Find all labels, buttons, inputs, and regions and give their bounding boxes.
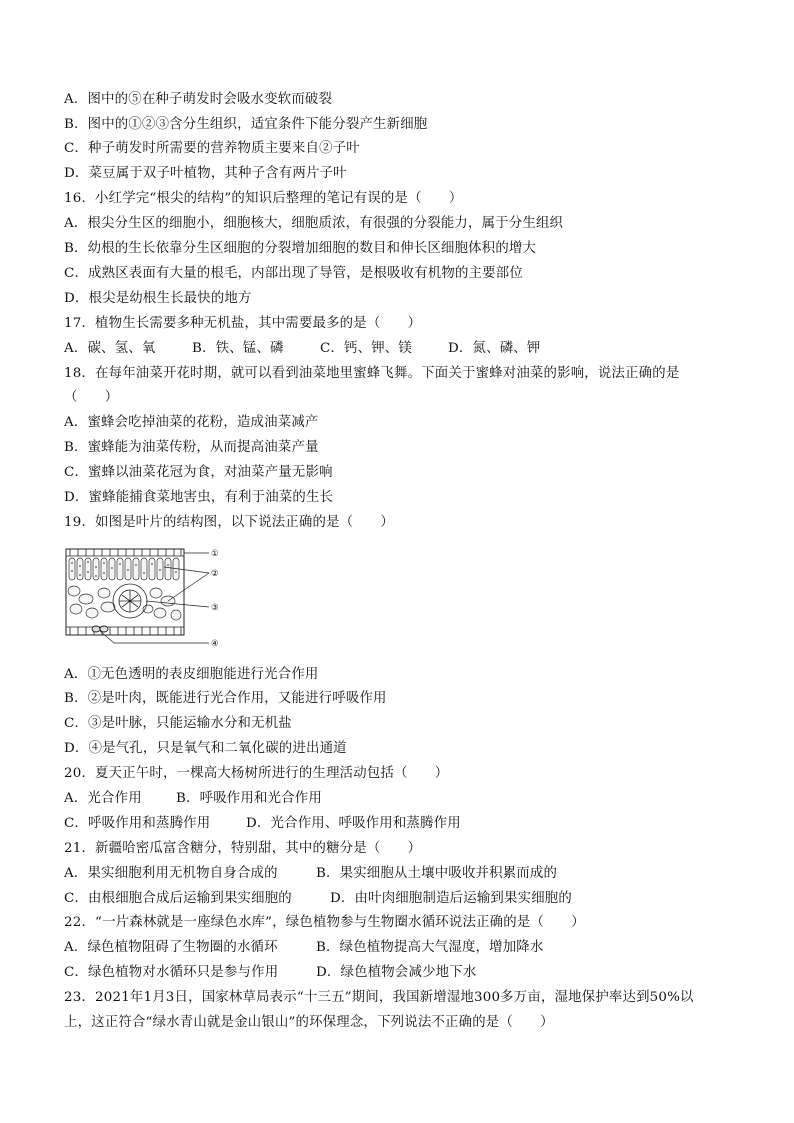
vein-bundle: [113, 584, 147, 618]
lower-epidermis: [66, 627, 184, 635]
q23-stem-line2: 上，这正符合“绿水青山就是金山银山”的环保理念，下列说法不正确的是（ ）: [64, 1015, 554, 1030]
q17-option-d: D．氮、磷、钾: [448, 341, 541, 356]
q20-option-a: A．光合作用: [64, 791, 142, 806]
q21-options-row-2: [64, 890, 604, 908]
q19-option-c: C．③是叶脉，只能运输水分和无机盐: [64, 716, 292, 731]
q21-options-row-1: [64, 865, 604, 883]
q19-stem: 19．如图是叶片的结构图，以下说法正确的是（ ）: [64, 515, 395, 530]
label-4: ④: [211, 639, 219, 649]
q15-option-c: C．种子萌发时所需要的营养物质主要来自②子叶: [64, 141, 360, 156]
leaf-cross-section-figure: [64, 543, 234, 653]
q22-option-a: A．绿色植物阻碍了生物圈的水循环: [64, 940, 278, 955]
q22-option-b: B．绿色植物提高大气湿度，增加降水: [316, 940, 544, 955]
q21-option-c: C．由根细胞合成后运输到果实细胞的: [64, 891, 292, 906]
q23-stem-line1: 23．2021年1月3日，国家林草局表示“十三五”期间，我国新增湿地300多万亩，湿地保护率达到50%以: [64, 990, 694, 1005]
q21-option-d: D．由叶肉细胞制造后运输到果实细胞的: [330, 891, 572, 906]
q19-option-b: B．②是叶肉，既能进行光合作用，又能进行呼吸作用: [64, 691, 387, 706]
q17-option-c: C．钙、钾、镁: [320, 341, 412, 356]
q20-stem: 20．夏天正午时，一棵高大杨树所进行的生理活动包括（ ）: [64, 766, 449, 781]
label-1: ①: [211, 549, 219, 559]
q18-stem-line1: 18．在每年油菜开花时期，就可以看到油菜地里蜜蜂飞舞。下面关于蜜蜂对油菜的影响，说法正确的是: [64, 366, 680, 381]
q15-option-a: A．图中的⑤在种子萌发时会吸水变软而破裂: [64, 92, 333, 107]
q16-option-c: C．成熟区表面有大量的根毛，内部出现了导管，是根吸收有机物的主要部位: [64, 266, 523, 281]
q22-option-d: D．绿色植物会减少地下水: [316, 965, 477, 980]
q22-options-row-1: [64, 939, 584, 957]
q21-stem: 21．新疆哈密瓜富含糖分，特别甜，其中的糖分是（ ）: [64, 841, 422, 856]
q17-options-row: [64, 340, 584, 358]
upper-epidermis: [66, 549, 184, 556]
q15-option-d: D．菜豆属于双子叶植物，其种子含有两片子叶: [64, 166, 347, 181]
palisade-tissue: [69, 558, 179, 580]
q22-option-c: C．绿色植物对水循环只是参与作用: [64, 965, 279, 980]
q20-option-d: D．光合作用、呼吸作用和蒸腾作用: [246, 816, 461, 831]
q19-option-d: D．④是气孔，只是氧气和二氧化碳的进出通道: [64, 741, 347, 756]
q16-stem: 16．小红学完“根尖的结构”的知识后整理的笔记有误的是（ ）: [64, 191, 463, 206]
q20-options-row-2: [64, 815, 564, 833]
q18-option-a: A．蜜蜂会吃掉油菜的花粉，造成油菜减产: [64, 415, 319, 430]
q18-option-d: D．蜜蜂能捕食菜地害虫，有利于油菜的生长: [64, 490, 334, 505]
q20-option-b: B．呼吸作用和光合作用: [176, 791, 322, 806]
q16-option-d: D．根尖是幼根生长最快的地方: [64, 291, 252, 306]
leaf-structure-diagram: [64, 543, 234, 653]
q18-stem-line2: （ ）: [64, 390, 119, 405]
q21-option-b: B．果实细胞从土壤中吸收并积累而成的: [316, 866, 558, 881]
q18-option-c: C．蜜蜂以油菜花冠为食，对油菜产量无影响: [64, 465, 333, 480]
q20-options-row-1: [64, 790, 464, 808]
q17-stem: 17．植物生长需要多种无机盐，其中需要最多的是（ ）: [64, 316, 422, 331]
q15-option-b: B．图中的①②③含分生组织，适宜条件下能分裂产生新细胞: [64, 117, 428, 132]
label-3: ③: [211, 603, 219, 613]
q22-options-row-2: [64, 964, 524, 982]
q21-option-a: A．果实细胞利用无机物自身合成的: [64, 866, 278, 881]
q20-option-c: C．呼吸作用和蒸腾作用: [64, 816, 211, 831]
q17-option-b: B．铁、锰、磷: [192, 341, 284, 356]
q19-option-a: A．①无色透明的表皮细胞能进行光合作用: [64, 667, 319, 682]
label-2: ②: [211, 569, 219, 579]
q16-option-a: A．根尖分生区的细胞小，细胞核大，细胞质浓，有很强的分裂能力，属于分生组织: [64, 216, 564, 231]
q17-option-a: A．碳、氢、氧: [64, 341, 156, 356]
q16-option-b: B．幼根的生长依靠分生区细胞的分裂增加细胞的数目和伸长区细胞体积的增大: [64, 241, 537, 256]
q18-option-b: B．蜜蜂能为油菜传粉，从而提高油菜产量: [64, 440, 319, 455]
q22-stem: 22．“一片森林就是一座绿色水库”，绿色植物参与生物圈水循环说法正确的是（ ）: [64, 915, 585, 930]
